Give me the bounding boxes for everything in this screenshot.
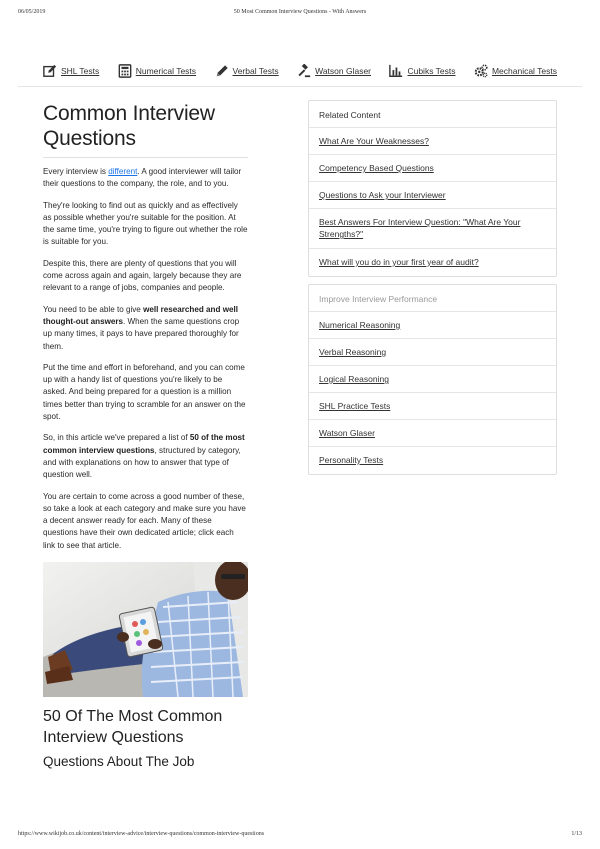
text: Every interview is <box>43 167 109 176</box>
text: , structured by category, and with explanations on how to answer that type of question well. <box>43 445 241 480</box>
article <box>43 101 248 771</box>
article-photo <box>43 562 248 697</box>
pencil-icon <box>215 64 229 78</box>
related-link[interactable]: Questions to Ask your Interviewer <box>309 182 556 209</box>
text: . A good interviewer will tailor their questions to the company, the role, and to you. <box>43 167 242 189</box>
nav-cubiks-tests[interactable] <box>389 64 455 78</box>
different-link[interactable]: different <box>108 167 138 176</box>
bold-text: well researched and well thought-out answers <box>43 304 238 326</box>
man-with-tablet-illustration <box>43 562 248 697</box>
improve-link[interactable]: Watson Glaser <box>309 420 556 447</box>
related-content-heading: Related Content <box>309 101 556 128</box>
improve-performance-heading: Improve Interview Performance <box>309 285 556 312</box>
nav-numerical-tests[interactable] <box>118 64 196 78</box>
nav-divider <box>18 86 582 87</box>
paragraph: You are certain to come across a good number of these, so take a look at each category and make sure you have a decent answer ready for each. Many of these questions have their own dedicated article; click each link to see that article. <box>43 491 246 550</box>
text: So, in this article we've prepared a list of <box>43 433 190 443</box>
nav-label: Verbal Tests <box>232 66 279 76</box>
nav-label: Numerical Tests <box>135 66 197 76</box>
print-footer <box>18 831 582 841</box>
print-doc-title: 50 Most Common Interview Questions - With Answers <box>233 9 367 15</box>
improve-link[interactable]: Logical Reasoning <box>309 366 556 393</box>
nav-verbal-tests[interactable] <box>215 64 279 78</box>
related-link[interactable]: Competency Based Questions <box>309 155 556 182</box>
improve-link[interactable]: Verbal Reasoning <box>309 339 556 366</box>
nav-watson-glaser[interactable] <box>297 64 371 78</box>
page-title: Common Interview Questions <box>43 102 215 150</box>
intro-paragraph <box>43 166 248 191</box>
text: You need to be able to give <box>43 304 144 314</box>
nav-label: SHL Tests <box>61 66 100 76</box>
paragraph: Despite this, there are plenty of questions that you will come across again and again, largely because they are relevant to a range of jobs, companies and people. <box>43 258 242 293</box>
title-divider <box>43 157 248 158</box>
edit-icon <box>43 64 57 78</box>
related-link[interactable]: Best Answers For Interview Question: "What Are Your Strengths?" <box>309 209 556 249</box>
related-content-box <box>308 100 557 277</box>
nav-label: Mechanical Tests <box>491 66 557 76</box>
print-url: https://www.wikijob.co.uk/content/interview-advice/interview-questions/common-interview-questions <box>18 831 265 837</box>
nav-label: Watson Glaser <box>315 66 372 76</box>
print-page-number: 1/13 <box>571 831 582 837</box>
subsection-heading: Questions About The Job <box>43 754 195 770</box>
paragraph: Put the time and effort in beforehand, and you can come up with a handy list of questions you're likely to be asked. And being prepared for a question is a million times better than trying to scramble for an answer on the spot. <box>43 362 246 422</box>
related-link[interactable]: What Are Your Weaknesses? <box>309 128 556 155</box>
print-date: 06/05/2019 <box>18 9 46 15</box>
gavel-icon <box>297 64 311 78</box>
section-heading: 50 Of The Most Common Interview Questions <box>43 708 223 747</box>
improve-link[interactable]: SHL Practice Tests <box>309 393 556 420</box>
text: . When the same questions crop up many times, it pays to have prepared thoroughly for them. <box>43 316 240 351</box>
nav-mechanical-tests[interactable] <box>474 64 557 78</box>
improve-performance-box <box>308 284 557 475</box>
nav-label: Cubiks Tests <box>407 66 456 76</box>
improve-link[interactable]: Personality Tests <box>319 455 384 465</box>
cogs-icon <box>474 64 488 78</box>
bold-text: 50 of the most common interview questions <box>43 433 245 455</box>
related-link[interactable]: What will you do in your first year of audit? <box>319 257 479 267</box>
paragraph <box>43 432 248 481</box>
improve-link[interactable]: Numerical Reasoning <box>309 312 556 339</box>
paragraph <box>43 304 248 353</box>
calculator-icon <box>118 64 132 78</box>
top-nav <box>43 62 557 80</box>
print-header <box>18 9 582 19</box>
nav-shl-tests[interactable] <box>43 64 99 78</box>
bar-chart-icon <box>389 64 403 78</box>
paragraph: They're looking to find out as quickly and as effectively as possible whether you're suitable for the position. At the same time, you're trying to figure out whether the role is suitable for you. <box>43 200 248 247</box>
